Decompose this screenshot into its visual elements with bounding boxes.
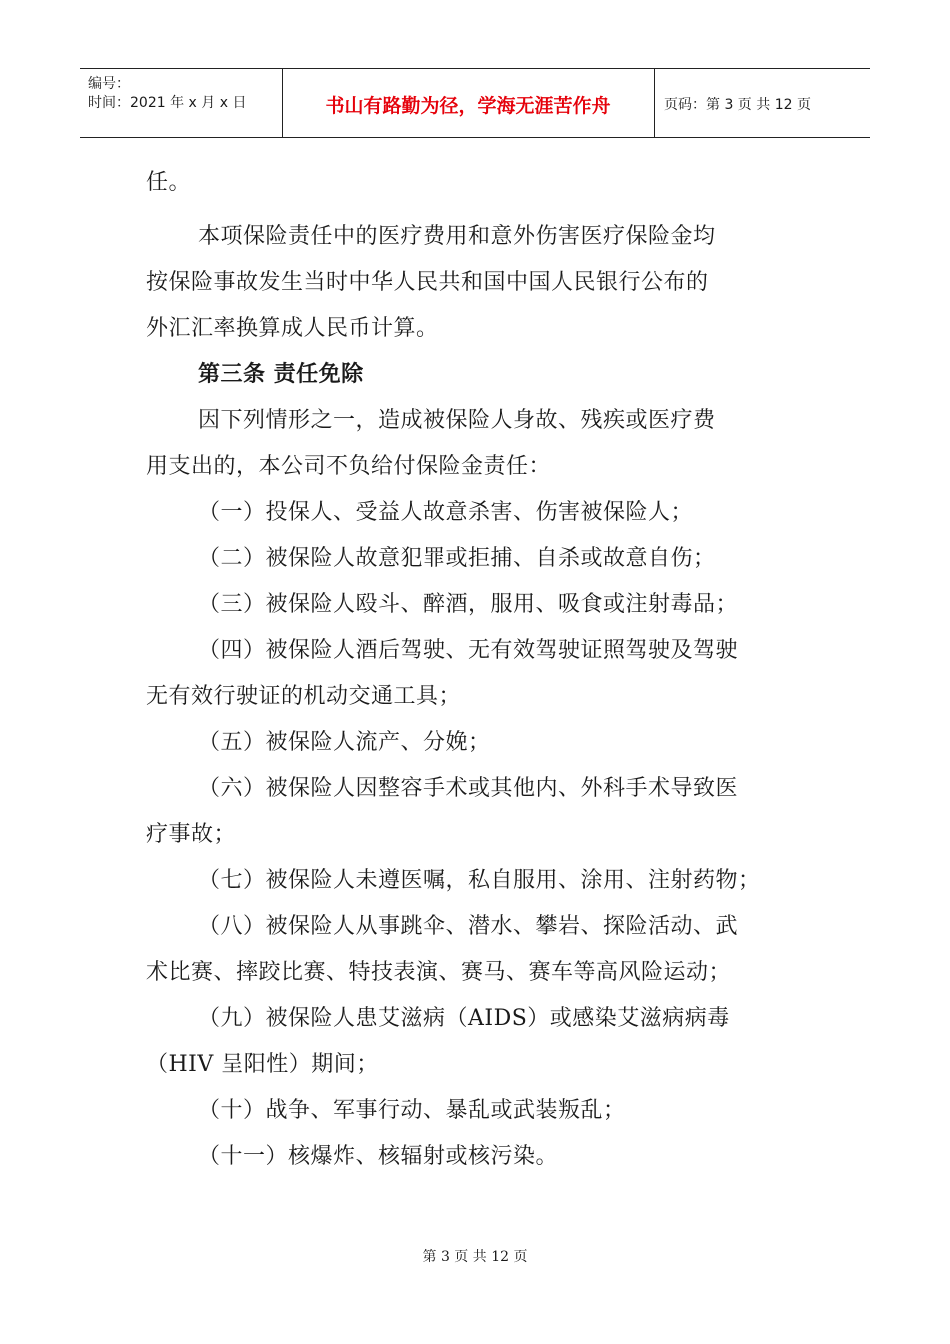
list-item: （九）被保险人患艾滋病（AIDS）或感染艾滋病病毒 xyxy=(198,1006,730,1031)
document-number-label: 编号： xyxy=(88,76,130,92)
list-item: （一）投保人、受益人故意杀害、伤害被保险人； xyxy=(198,500,694,525)
paragraph-line: 用支出的，本公司不负给付保险金责任： xyxy=(146,454,552,479)
list-item: （四）被保险人酒后驾驶、无有效驾驶证照驾驶及驾驶 xyxy=(198,638,739,663)
list-item: （十）战争、军事行动、暴乱或武装叛乱； xyxy=(198,1098,626,1123)
paragraph-line: 因下列情形之一，造成被保险人身故、残疾或医疗费 xyxy=(198,408,716,433)
list-item: （三）被保险人殴斗、醉酒，服用、吸食或注射毒品； xyxy=(198,592,739,617)
list-item: （七）被保险人未遵医嘱，私自服用、涂用、注射药物； xyxy=(198,868,761,893)
list-item: （六）被保险人因整容手术或其他内、外科手术导致医 xyxy=(198,776,739,801)
list-item: （五）被保险人流产、分娩； xyxy=(198,730,491,755)
page-header xyxy=(80,68,870,138)
header-page-cell xyxy=(654,69,870,137)
paragraph-line: 外汇汇率换算成人民币计算。 xyxy=(146,316,439,341)
paragraph-line: 任。 xyxy=(146,170,192,195)
paragraph-line: 按保险事故发生当时中华人民共和国中国人民银行公布的 xyxy=(146,270,709,295)
header-meta-cell xyxy=(80,69,283,137)
list-item-continuation: 无有效行驶证的机动交通工具； xyxy=(146,684,462,709)
list-item: （二）被保险人故意犯罪或拒捕、自杀或故意自伤； xyxy=(198,546,716,571)
list-item: （八）被保险人从事跳伞、潜水、攀岩、探险活动、武 xyxy=(198,914,739,939)
page-footer: 第 3 页 共 12 页 xyxy=(422,1249,528,1265)
list-item-continuation: 术比赛、摔跤比赛、特技表演、赛马、赛车等高风险运动； xyxy=(146,960,732,985)
paragraph-line: 本项保险责任中的医疗费用和意外伤害医疗保险金均 xyxy=(198,224,716,249)
header-page-info: 页码：第 3 页 共 12 页 xyxy=(664,97,811,113)
list-item-continuation: （HIV 呈阳性）期间； xyxy=(146,1052,379,1077)
header-motto: 书山有路勤为径，学海无涯苦作舟 xyxy=(325,95,611,117)
list-item-continuation: 疗事故； xyxy=(146,822,237,847)
list-item: （十一）核爆炸、核辐射或核污染。 xyxy=(198,1144,559,1169)
document-time-label: 时间：2021 年 x 月 x 日 xyxy=(88,95,247,111)
section-heading: 第三条 责任免除 xyxy=(198,362,364,387)
header-motto-cell xyxy=(282,69,655,137)
